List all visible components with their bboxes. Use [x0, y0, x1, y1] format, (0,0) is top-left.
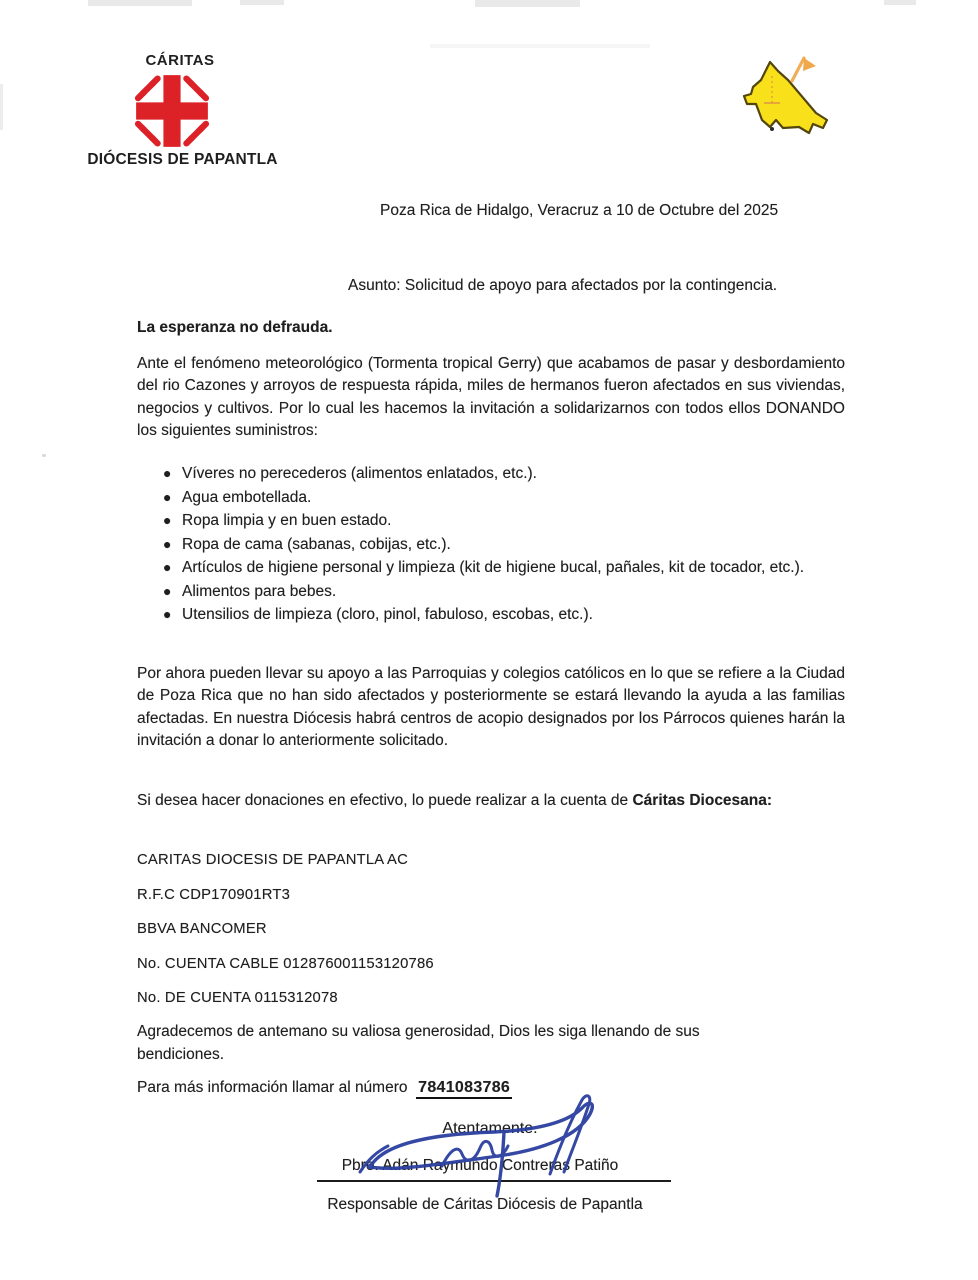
- account-holder: CARITAS DIOCESIS DE PAPANTLA AC: [137, 852, 408, 868]
- scan-artifact: [240, 0, 284, 5]
- bullet-icon: ●: [163, 465, 172, 481]
- caritas-wordmark: CÁRITAS: [145, 52, 215, 69]
- scan-artifact: [884, 0, 916, 5]
- paragraph-delivery: Por ahora pueden llevar su apoyo a las Parroquias y colegios católicos en lo que se refiere a la Ciudad de Poza Rica que no han sido afectados y posteriormente se estará llevando la ayuda a las familias afectadas. En nuestra Diócesis habrá centros de acopio designados por los Párrocos quienes harán la invitación a donar lo anteriormente solicitado.: [137, 665, 845, 750]
- donation-list: [161, 463, 845, 628]
- bullet-icon: ●: [163, 535, 172, 552]
- subject-line: Asunto: Solicitud de apoyo para afectados por la contingencia.: [348, 277, 778, 294]
- scan-artifact: [0, 84, 3, 130]
- account-number: No. DE CUENTA 0115312078: [137, 990, 338, 1006]
- list-item: ● Ropa limpia y en buen estado.: [161, 510, 845, 532]
- list-item: ● Agua embotellada.: [161, 487, 845, 509]
- account-clabe: No. CUENTA CABLE 012876001153120786: [137, 955, 434, 972]
- bank-account-block: [137, 853, 434, 1026]
- list-item: ● Víveres no perecederos (alimentos enlatados, etc.).: [161, 463, 845, 485]
- paragraph-thanks: [137, 1020, 857, 1066]
- paragraph-donations-colon: :: [766, 792, 773, 809]
- phone-number: 7841083786: [416, 1079, 512, 1099]
- phone-line-text: Para más información llamar al número: [137, 1079, 408, 1096]
- bullet-icon: ●: [163, 512, 172, 528]
- map-flag-pole: [792, 58, 804, 81]
- thanks-line: Agradecemos de antemano su valiosa generosidad, Dios les siga llenando de sus: [137, 1023, 700, 1040]
- bullet-icon: ●: [163, 606, 172, 622]
- scan-artifact: [42, 454, 46, 457]
- account-bank: BBVA BANCOMER: [137, 921, 267, 937]
- scan-artifact: [88, 0, 192, 6]
- handwritten-signature: [358, 1088, 618, 1208]
- list-item: ● Ropa de cama (sabanas, cobijas, etc.).: [161, 534, 845, 556]
- caritas-diocesana-bold: Cáritas Diocesana: [632, 792, 767, 809]
- paragraph-donations: [137, 790, 845, 812]
- list-item: ● Utensilios de limpieza (cloro, pinol, fabuloso, escobas, etc.).: [161, 604, 845, 626]
- map-dot: [770, 127, 774, 131]
- bullet-icon: ●: [163, 559, 172, 575]
- diocese-map-icon: [700, 40, 920, 170]
- list-item: ● Artículos de higiene personal y limpieza (kit de higiene bucal, pañales, kit de tocador, etc.).: [161, 557, 845, 579]
- scan-artifact: [475, 0, 580, 7]
- caritas-logo-icon: [130, 72, 214, 150]
- letter-heading: La esperanza no defrauda.: [137, 319, 333, 336]
- closing-salutation: Atentamente.: [442, 1120, 538, 1137]
- scan-artifact: [430, 44, 650, 48]
- account-rfc: R.F.C CDP170901RT3: [137, 886, 291, 903]
- paragraph-donations-text: Si desea hacer donaciones en efectivo, lo puede realizar a la cuenta de: [137, 792, 633, 809]
- date-line: Poza Rica de Hidalgo, Veracruz a 10 de Octubre del 2025: [380, 202, 779, 219]
- list-item: ● Alimentos para bebes.: [161, 581, 845, 603]
- bullet-icon: ●: [163, 488, 172, 505]
- thanks-line: bendiciones.: [137, 1046, 225, 1063]
- signer-title: Responsable de Cáritas Diócesis de Papantla: [327, 1196, 643, 1213]
- paragraph-intro: Ante el fenómeno meteorológico (Tormenta tropical Gerry) que acabamos de pasar y desbordamiento del rio Cazones y arroyos de respuesta rápida, miles de hermanos fueron afectados en sus viviendas, negocios y cultivos. Por lo cual les hacemos la invitación a solidarizarnos con todos ellos DONANDO los siguientes suministros:: [137, 355, 845, 440]
- bullet-icon: ●: [163, 582, 172, 599]
- signer-name: Pbro. Adán Raymundo Contreras Patiño: [341, 1157, 619, 1174]
- diocese-wordmark: DIÓCESIS DE PAPANTLA: [87, 151, 278, 168]
